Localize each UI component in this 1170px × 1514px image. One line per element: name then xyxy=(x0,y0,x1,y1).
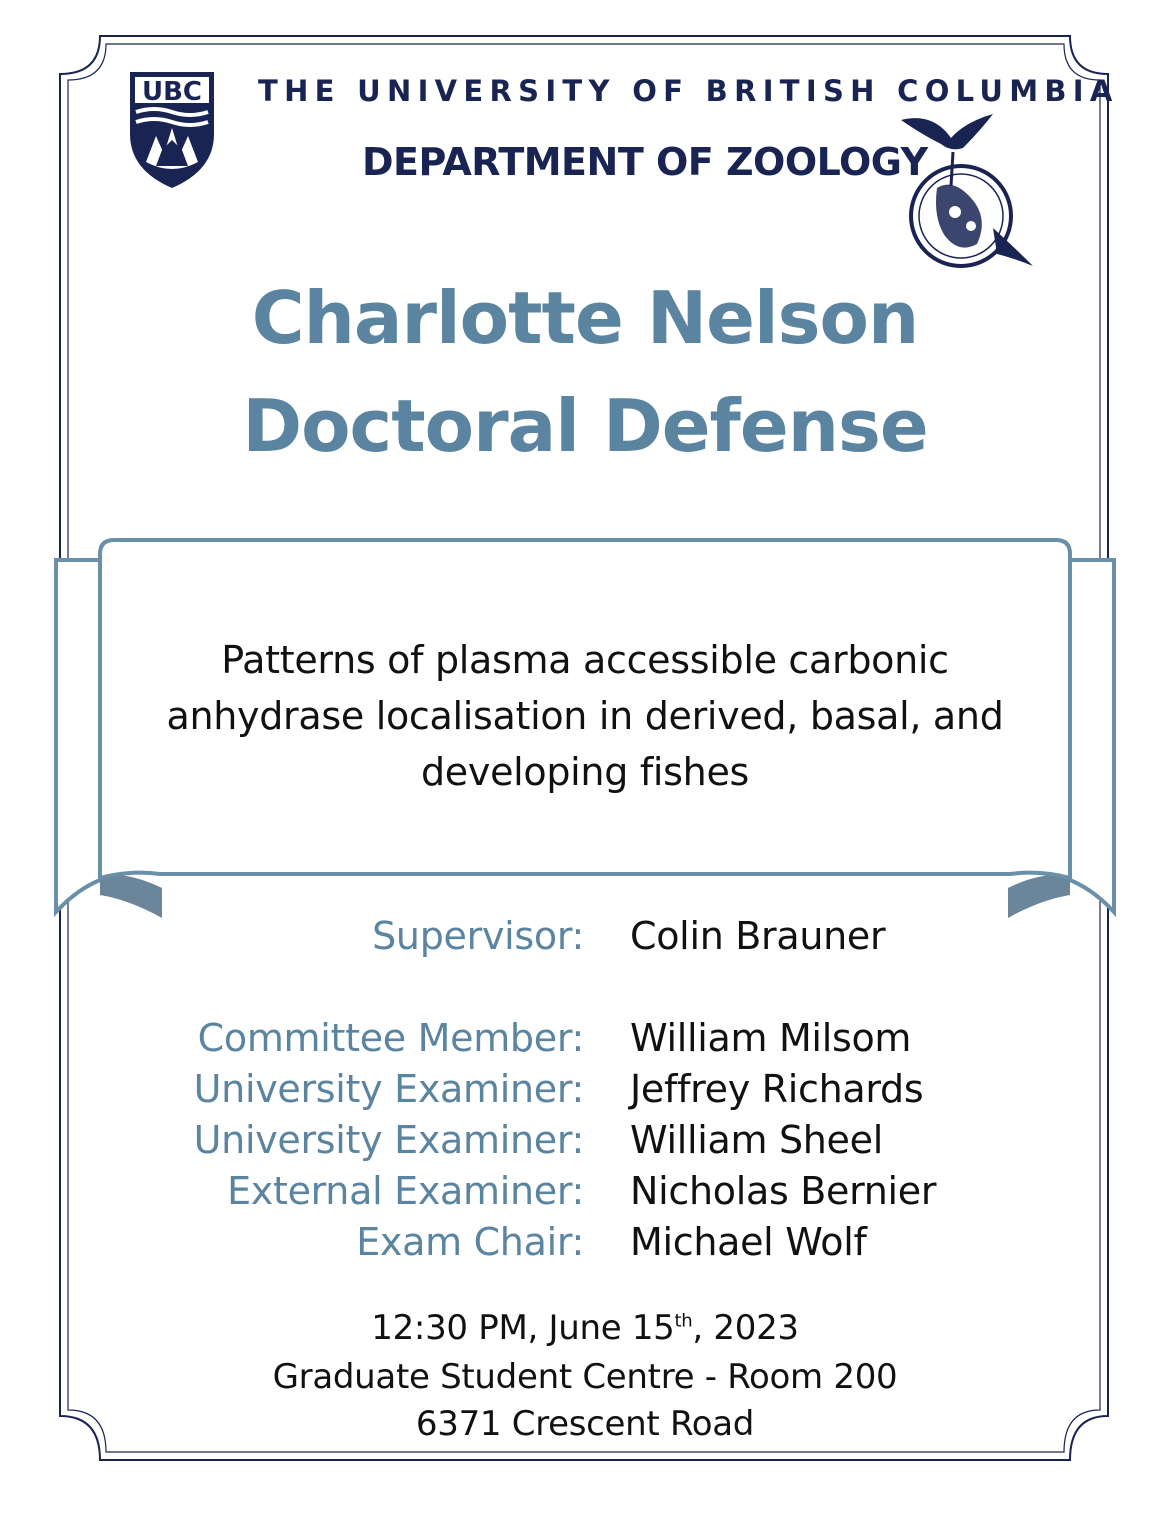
thesis-line-3: developing fishes xyxy=(420,750,750,794)
university-name: THE UNIVERSITY OF BRITISH COLUMBIA xyxy=(258,74,1119,108)
event-datetime xyxy=(0,1308,1170,1348)
committee-row xyxy=(100,1118,1100,1169)
role-label: University Examiner: xyxy=(193,1118,584,1162)
zoology-department-logo xyxy=(893,108,1043,288)
thesis-title xyxy=(140,632,1030,800)
committee-row xyxy=(100,1220,1100,1271)
thesis-line-1: Patterns of plasma accessible carbonic xyxy=(221,638,949,682)
person-name: Jeffrey Richards xyxy=(630,1067,924,1111)
thesis-line-2: anhydrase localisation in derived, basal, and xyxy=(166,694,1004,738)
person-name: Michael Wolf xyxy=(630,1220,867,1264)
role-label: Exam Chair: xyxy=(356,1220,584,1264)
event-title: Doctoral Defense xyxy=(242,384,928,468)
event-address: 6371 Crescent Road xyxy=(415,1404,755,1444)
role-label: External Examiner: xyxy=(227,1169,584,1213)
committee-row xyxy=(100,1169,1100,1220)
date-ordinal-suffix: th xyxy=(674,1310,693,1332)
ubc-crest-logo xyxy=(126,70,218,190)
committee-row xyxy=(100,914,1100,1016)
role-label: Committee Member: xyxy=(197,1016,584,1060)
person-name: Nicholas Bernier xyxy=(630,1169,937,1213)
person-name: William Sheel xyxy=(630,1118,883,1162)
svg-text:UBC: UBC xyxy=(141,77,203,107)
role-label: Supervisor: xyxy=(372,914,584,958)
department-name: DEPARTMENT OF ZOOLOGY xyxy=(362,140,928,184)
person-name: Colin Brauner xyxy=(630,914,886,958)
committee-row xyxy=(100,1016,1100,1067)
role-label: University Examiner: xyxy=(193,1067,584,1111)
committee-list xyxy=(100,914,1100,1271)
committee-row xyxy=(100,1067,1100,1118)
person-name: William Milsom xyxy=(630,1016,912,1060)
event-year: , 2023 xyxy=(692,1308,799,1348)
event-time-date: 12:30 PM, June 15 xyxy=(371,1308,675,1348)
event-location: Graduate Student Centre - Room 200 xyxy=(272,1357,898,1397)
speaker-name-title: Charlotte Nelson xyxy=(251,276,919,360)
